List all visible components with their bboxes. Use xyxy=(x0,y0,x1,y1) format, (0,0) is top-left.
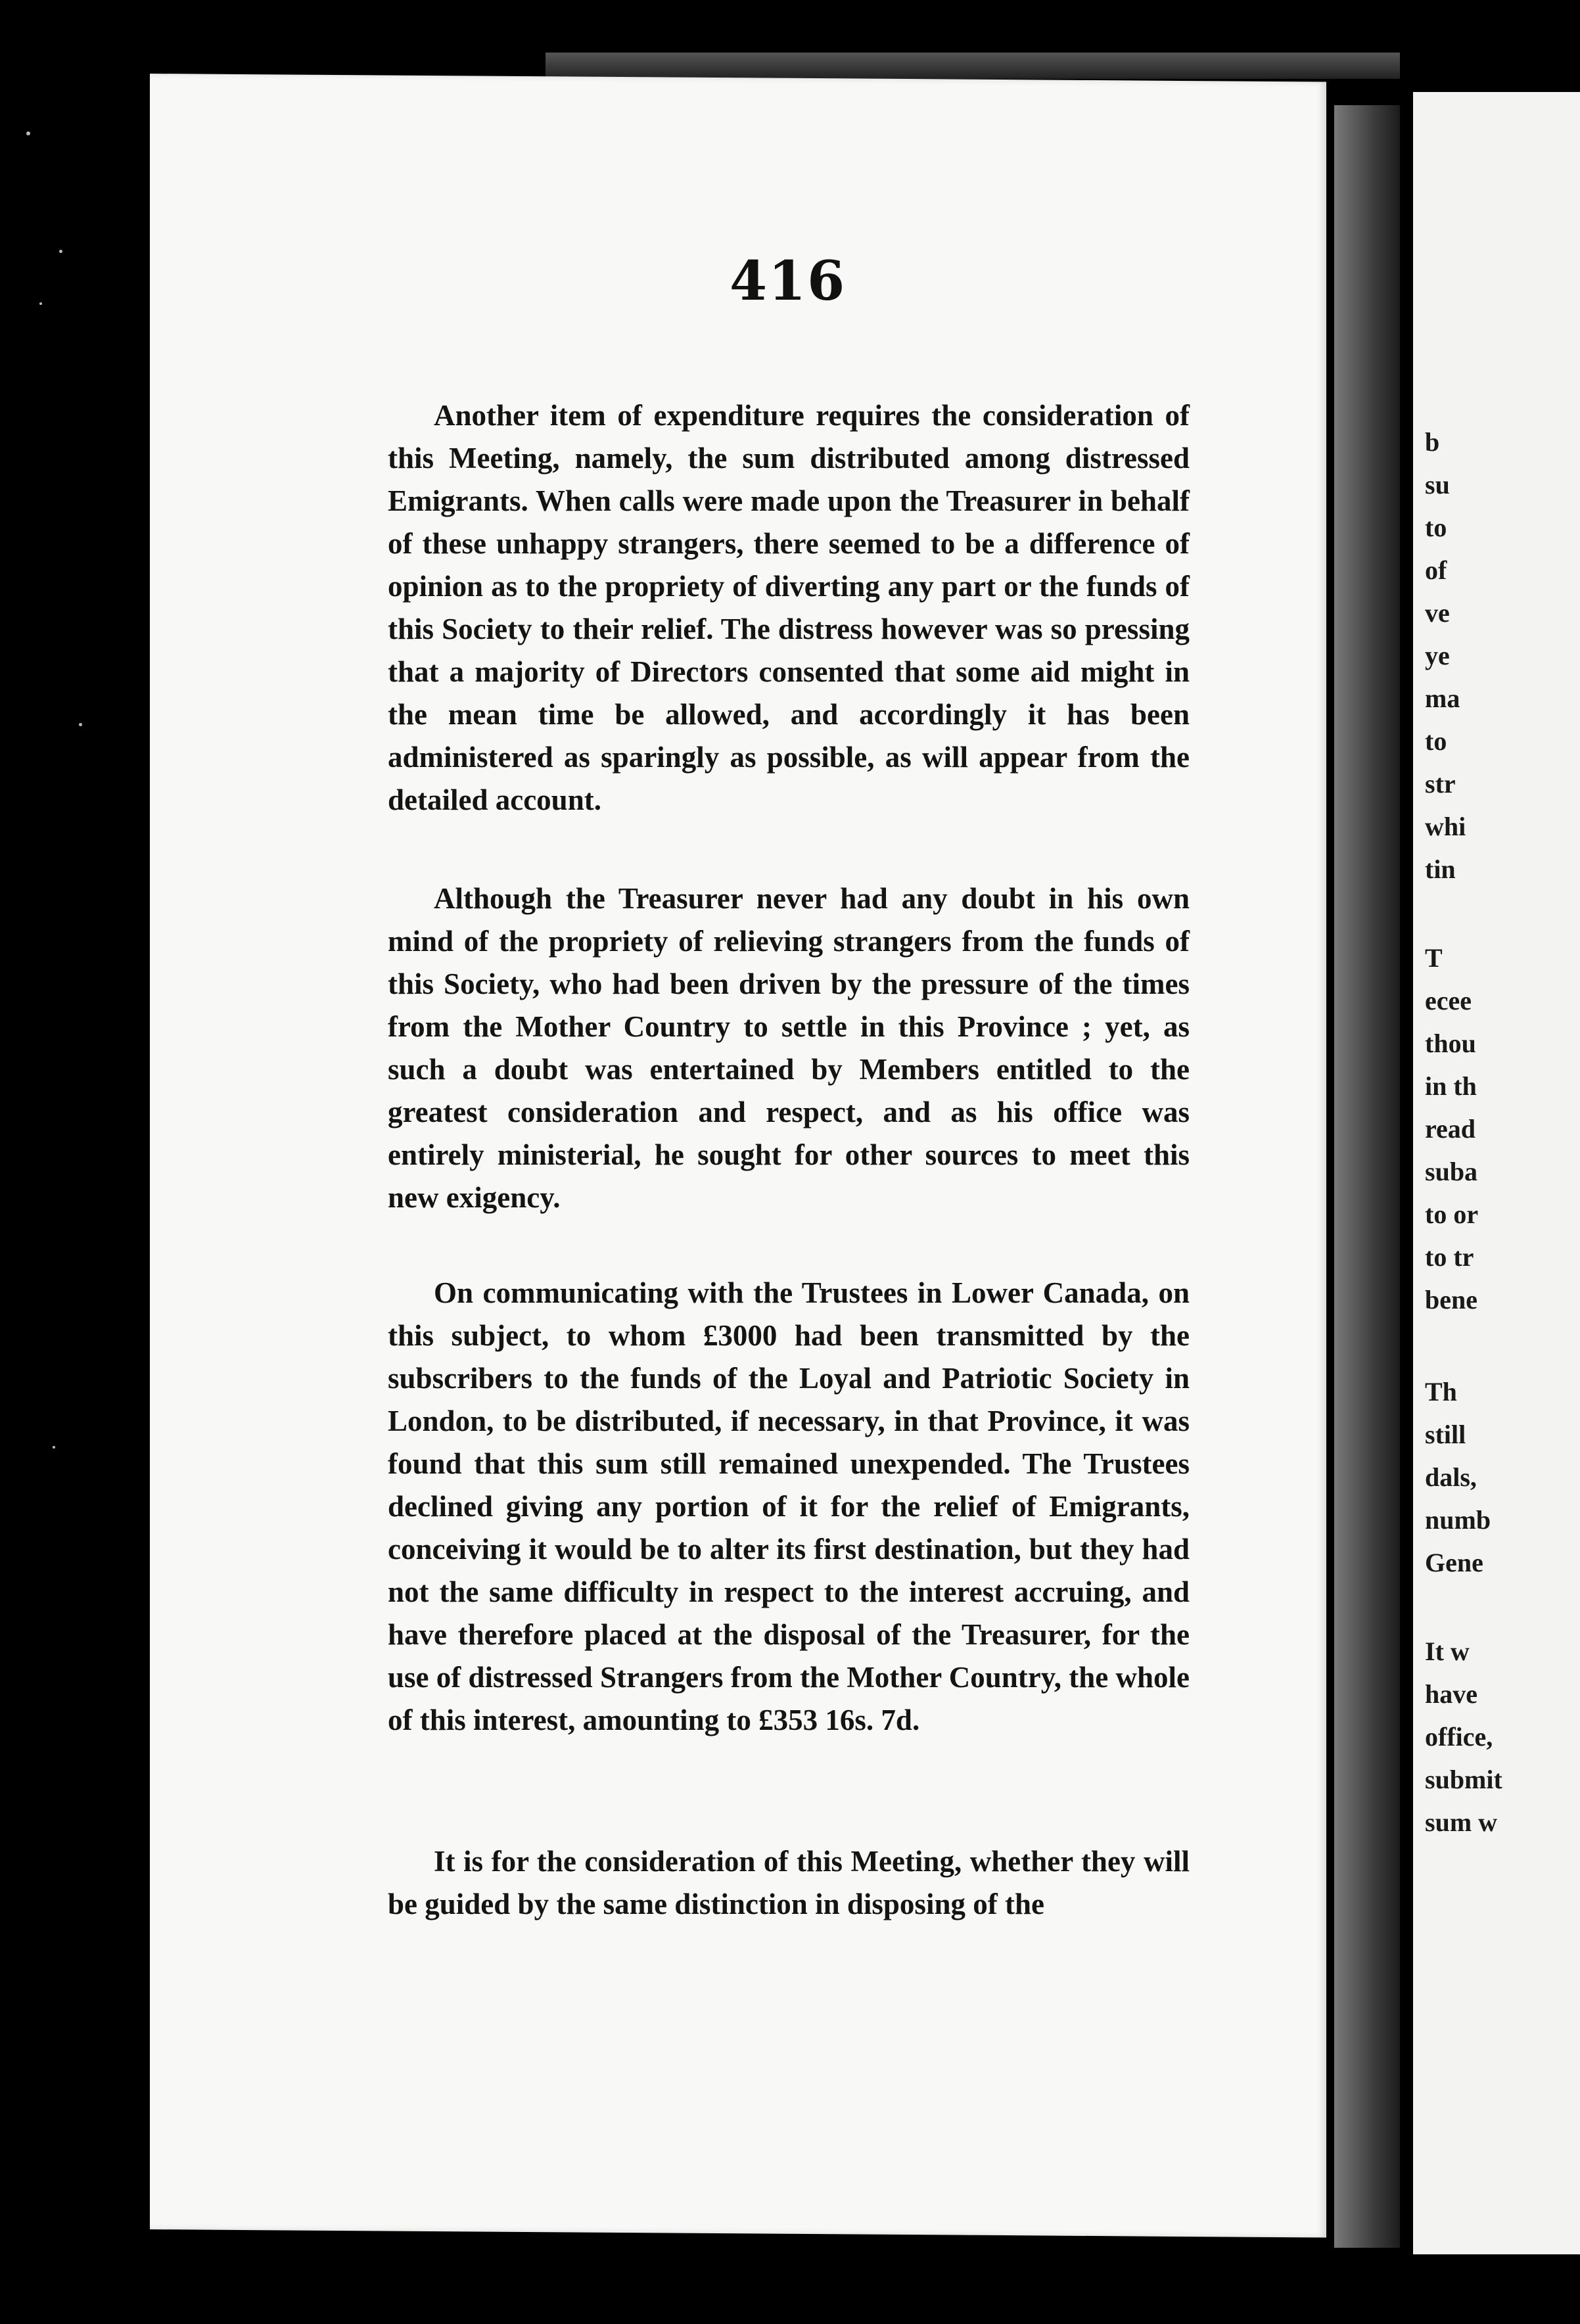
right-page-fragment-1 xyxy=(1425,421,1580,891)
right-page-line: T xyxy=(1425,943,1443,973)
right-page-fragment-4 xyxy=(1425,1630,1580,1844)
right-page-line: ecee xyxy=(1425,986,1472,1015)
scan-speck xyxy=(39,302,42,305)
right-page-line: ve xyxy=(1425,598,1450,628)
paragraph-treasurer-doubt: Although the Treasurer never had any doubt in his own mind of the propriety of relieving strangers from the funds of this Society, who had been driven by the pressure of the times from the Mother Country to settle in this Province ; yet, as such a doubt was entertained by Members entitled to the greatest consideration and respect, and as his office was entirely ministerial, he sought for other sources to meet this new exigency. xyxy=(388,882,1190,1214)
right-page-line: read xyxy=(1425,1114,1476,1144)
right-page-line: su xyxy=(1425,470,1450,500)
right-page-fragment-2 xyxy=(1425,937,1580,1321)
paragraph-trustees-lower-canada: On communicating with the Trustees in Lower Canada, on this subject, to whom £3000 had been transmitted by the subscribers to the funds of the Loyal and Patriotic Society in London, to be distributed, if necessary, in that Province, it was found that this sum still remained unexpended. The Trustees declined giving any portion of it for the relief of Emigrants, conceiving it would be to alter its first destination, but they had not the same difficulty in respect to the interest accruing, and have therefore placed at the disposal of the Treasurer, for the use of distressed Strangers from the Mother Country, the whole of this interest, amounting to £353 16s. 7d. xyxy=(388,1276,1190,1736)
right-page-line: Gene xyxy=(1425,1548,1483,1577)
right-page-line: It w xyxy=(1425,1637,1470,1666)
page-number: 416 xyxy=(730,250,847,313)
scan-speck xyxy=(53,1446,55,1449)
right-page-line: str xyxy=(1425,769,1456,799)
right-page-line: to or xyxy=(1425,1199,1479,1229)
right-page-line: sum w xyxy=(1425,1807,1498,1837)
right-page-line: office, xyxy=(1425,1722,1493,1752)
right-page-line: ye xyxy=(1425,641,1450,670)
right-page-line: thou xyxy=(1425,1029,1476,1058)
scan-speck xyxy=(79,723,82,726)
right-page-line: tin xyxy=(1425,854,1456,884)
right-page-line: to xyxy=(1425,726,1447,756)
right-page-line: Th xyxy=(1425,1377,1457,1406)
right-page-line: to tr xyxy=(1425,1242,1474,1272)
scan-speck xyxy=(59,250,62,253)
right-page-line: whi xyxy=(1425,812,1466,841)
right-page-line: have xyxy=(1425,1679,1477,1709)
paragraph-expenditure: Another item of expenditure requires the consideration of this Meeting, namely, the sum distributed among distressed Emigrants. When calls were made upon the Treasurer in behalf of these unhappy strangers, there seemed to be a difference of opinion as to the propriety of diverting any part or the funds of this Society to their relief. The distress however was so pressing that a majority of Directors consented that some aid might in the mean time be allowed, and accordingly it has been administered as sparingly as possible, as will appear from the detailed account. xyxy=(388,399,1190,816)
right-page-line: numb xyxy=(1425,1505,1491,1535)
scan-speck xyxy=(26,131,30,135)
right-page-line: of xyxy=(1425,555,1447,585)
scanner-edge-strip xyxy=(546,53,1400,79)
right-page-line: ma xyxy=(1425,684,1460,713)
right-page-line: dals, xyxy=(1425,1462,1477,1492)
right-page-line: submit xyxy=(1425,1765,1502,1794)
right-page-line: bene xyxy=(1425,1285,1477,1314)
right-page-line: b xyxy=(1425,427,1440,457)
right-page-line: to xyxy=(1425,513,1447,542)
right-page-line: still xyxy=(1425,1420,1466,1449)
right-page-line: in th xyxy=(1425,1071,1477,1101)
right-page-line: suba xyxy=(1425,1157,1478,1186)
right-page-fragment-3 xyxy=(1425,1370,1580,1584)
paragraph-consideration: It is for the consideration of this Meeting, whether they will be guided by the same distinction in disposing of the xyxy=(388,1845,1190,1920)
book-gutter xyxy=(1334,105,1400,2248)
